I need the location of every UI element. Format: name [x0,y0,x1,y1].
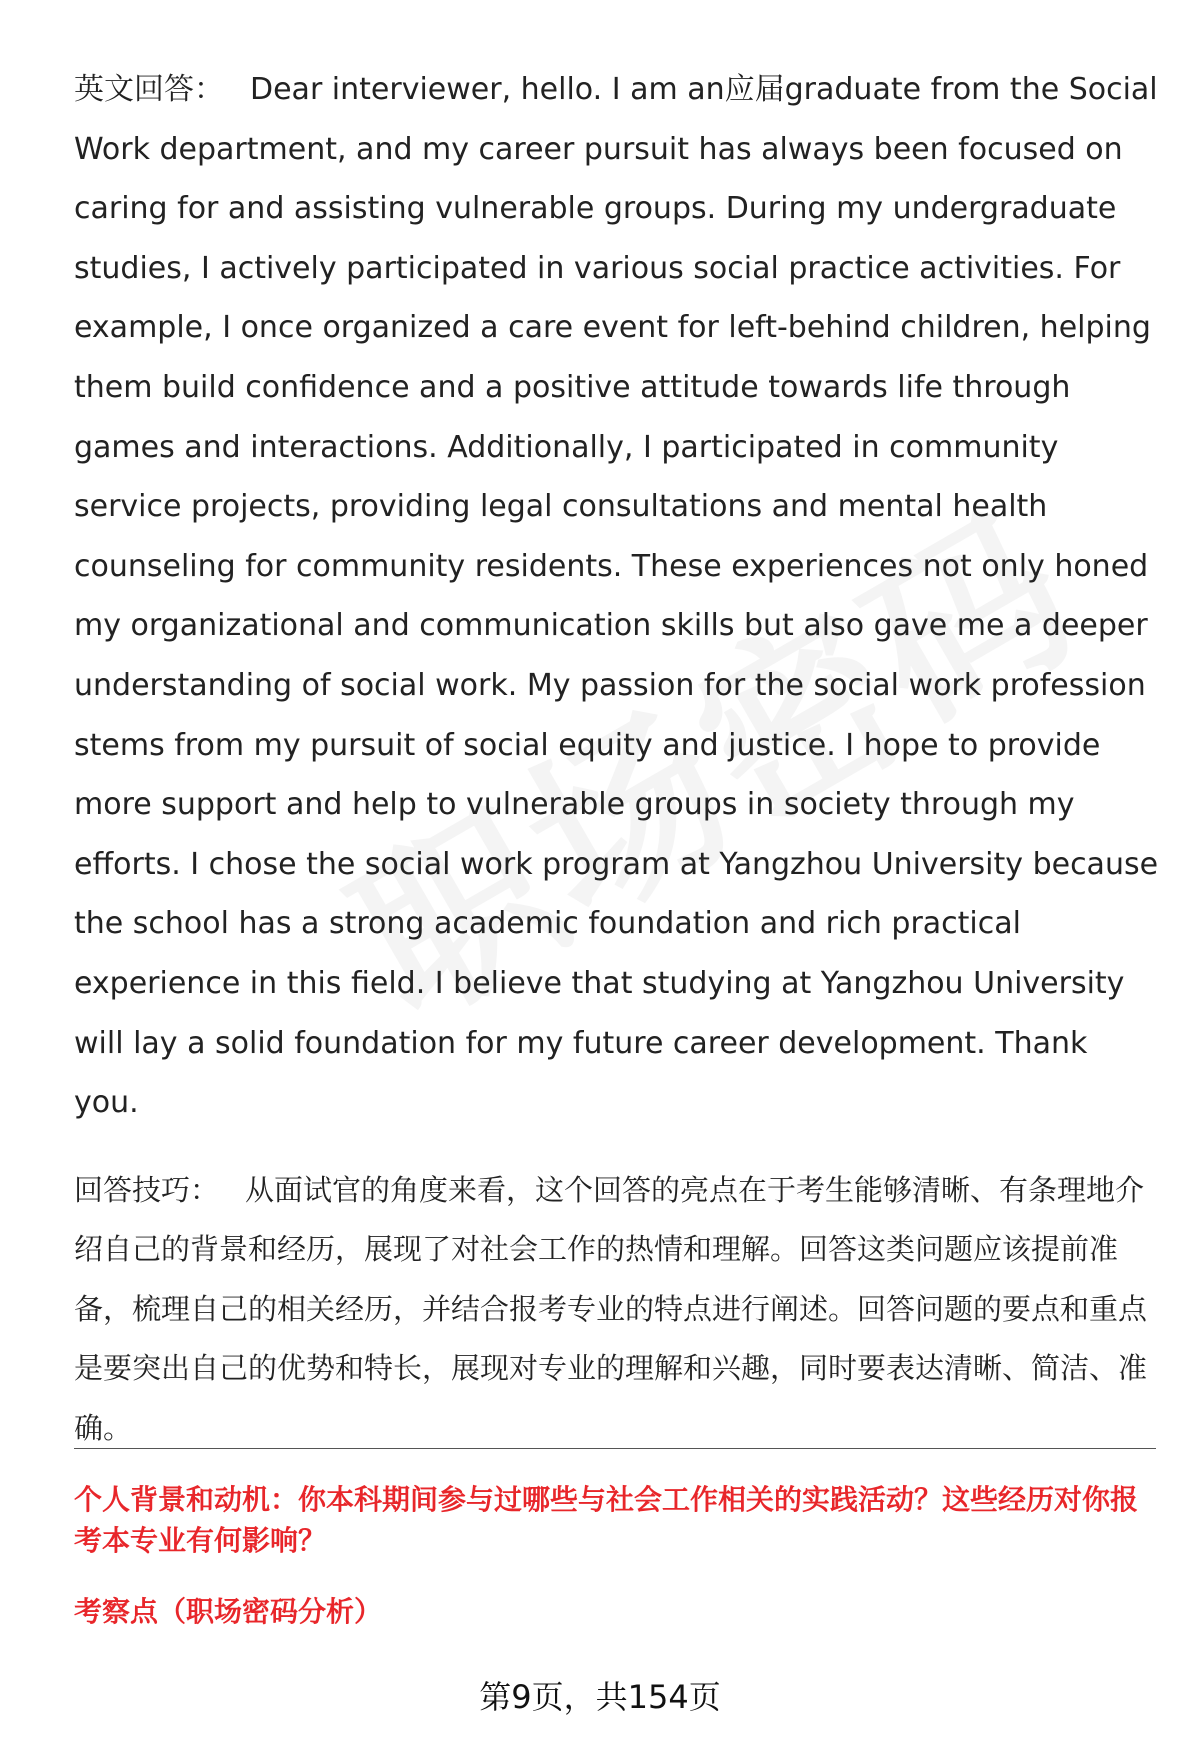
english-answer-paragraph [74,60,1160,1133]
section-divider [74,1448,1156,1449]
answer-tips-label: 回答技巧： [74,1172,220,1207]
english-answer-label: 英文回答： [74,72,224,107]
next-question-heading: 个人背景和动机：你本科期间参与过哪些与社会工作相关的实践活动？这些经历对你报考本专业有何影响？ [74,1483,1139,1557]
answer-tips-paragraph [74,1161,1160,1459]
page-number-footer: 第9页，共154页 [479,1678,721,1716]
answer-tips-text: 从面试官的角度来看，这个回答的亮点在于考生能够清晰、有条理地介绍自己的背景和经历，展现了对社会工作的热情和理解。回答这类问题应该提前准备，梳理自己的相关经历，并结合报考专业的特点进行阐述。回答问题的要点和重点是要突出自己的优势和特长，展现对专业的理解和兴趣，同时要表达清晰、简洁、准确。 [74,1172,1148,1446]
analysis-heading: 考察点（职场密码分析） [74,1595,383,1628]
main-content [74,60,1160,1459]
english-answer-text: Dear interviewer, hello. I am an应届graduate from the Social Work department, and my career pursuit has always been focused on caring for and assisting vulnerable groups. During my undergraduate studies, I actively participated in various social practice activities. For example, I once organized a care event for left-behind children, helping them build confidence and a positive attitude towards life through games and interactions. Additionally, I participated in community service projects, providing legal consultations and mental health counseling for community residents. These experiences not only honed my organizational and communication skills but also gave me a deeper understanding of social work. My passion for the social work profession stems from my pursuit of social equity and justice. I hope to provide more support and help to vulnerable groups in society through my efforts. I chose the social work program at Yangzhou University because the school has a strong academic foundation and rich practical experience in this field. I believe that studying at Yangzhou University will lay a solid foundation for my future career development. Thank you. [74,72,1159,1121]
